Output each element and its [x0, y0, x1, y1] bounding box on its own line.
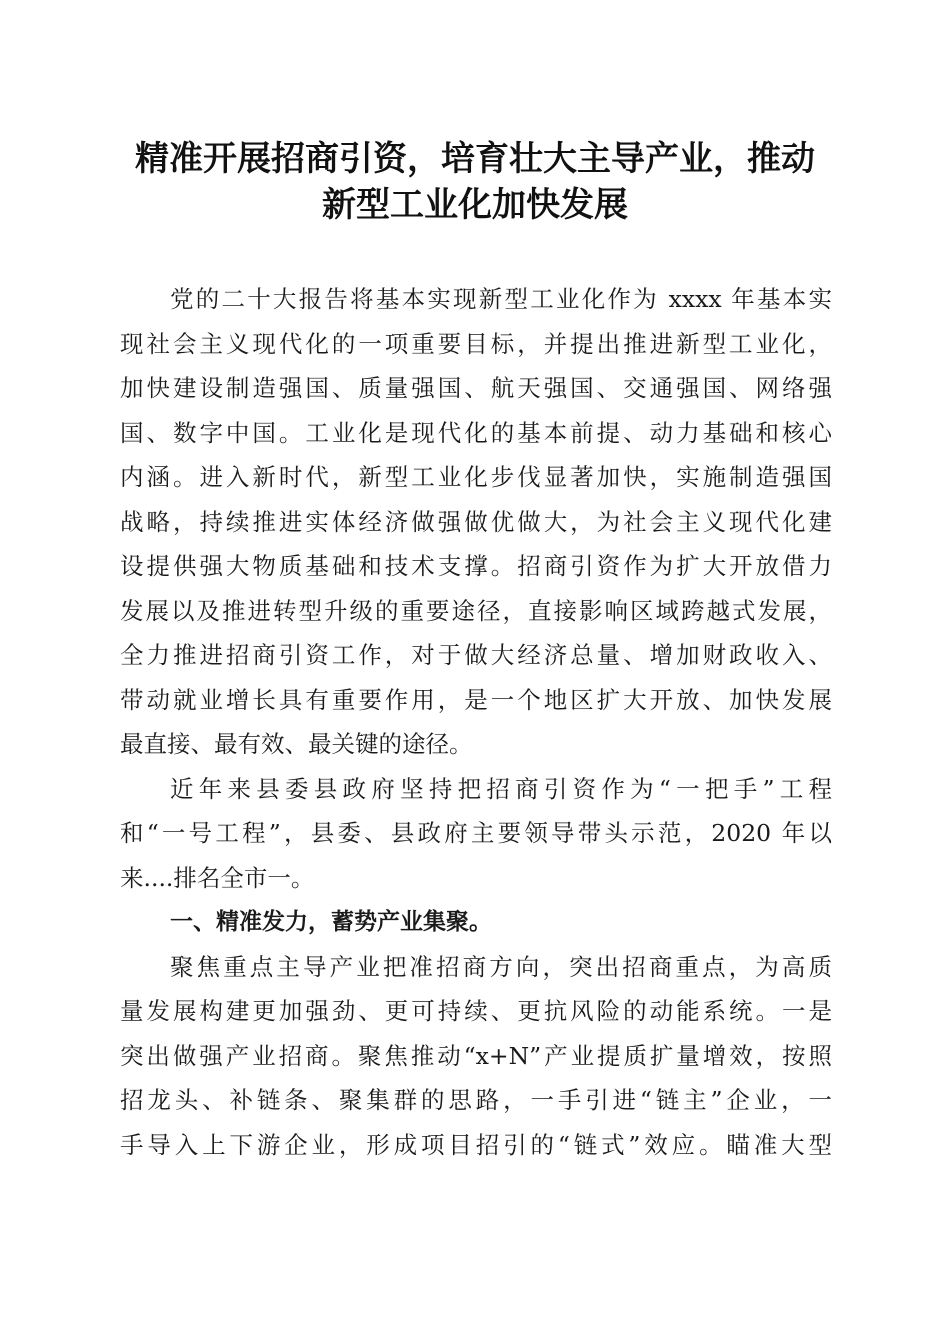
paragraph-1: [120, 277, 832, 767]
section-heading-1: [120, 900, 832, 945]
paragraph-line: 发展以及推进转型升级的重要途径，直接影响区域跨越式发展，: [120, 596, 832, 625]
paragraph-2: [120, 767, 832, 901]
title-line-2: 新型工业化加快发展: [322, 185, 628, 225]
paragraph-line: 内涵。进入新时代，新型工业化步伐显著加快，实施制造强国: [120, 463, 832, 491]
document-title: [100, 136, 850, 228]
paragraph-line: 量发展构建更加强劲、更可持续、更抗风险的动能系统。一是: [120, 997, 832, 1025]
paragraph-line: 最直接、最有效、最关键的途径。: [120, 730, 473, 758]
section-heading-text: 一、精准发力，蓄势产业集聚。: [170, 909, 492, 935]
paragraph-line: 党的二十大报告将基本实现新型工业化作为 xxxx 年基本实: [170, 285, 832, 313]
paragraph-line: 国、数字中国。工业化是现代化的基本前提、动力基础和核心: [120, 418, 832, 447]
paragraph-line: 突出做强产业招商。聚焦推动“x+N”产业提质扩量增效，按照: [120, 1041, 832, 1070]
paragraph-line: 手导入上下游企业，形成项目招引的“链式”效应。瞄准大型: [120, 1130, 832, 1159]
paragraph-line: 全力推进招商引资工作，对于做大经济总量、增加财政收入、: [120, 641, 832, 669]
document-body: [120, 277, 832, 1167]
paragraph-line: 现社会主义现代化的一项重要目标，并提出推进新型工业化，: [120, 329, 832, 358]
paragraph-line: 聚焦重点主导产业把准招商方向，突出招商重点，为高质: [170, 952, 832, 981]
paragraph-line: 加快建设制造强国、质量强国、航天强国、交通强国、网络强: [120, 374, 832, 402]
paragraph-line: 带动就业增长具有重要作用，是一个地区扩大开放、加快发展: [120, 685, 832, 714]
paragraph-line: 和“一号工程”，县委、县政府主要领导带头示范，2020 年以: [120, 819, 832, 847]
title-line-1: 精准开展招商引资，培育壮大主导产业，推动: [135, 139, 815, 179]
paragraph-line: 设提供强大物质基础和技术支撑。招商引资作为扩大开放借力: [120, 552, 832, 580]
paragraph-line: 战略，持续推进实体经济做强做优做大，为社会主义现代化建: [120, 507, 832, 536]
paragraph-line: 招龙头、补链条、聚集群的思路，一手引进“链主”企业，一: [120, 1086, 832, 1114]
paragraph-line: 近年来县委县政府坚持把招商引资作为“一把手”工程: [170, 774, 832, 803]
paragraph-line: 来....排名全市一。: [120, 863, 315, 892]
paragraph-3: [120, 945, 832, 1168]
